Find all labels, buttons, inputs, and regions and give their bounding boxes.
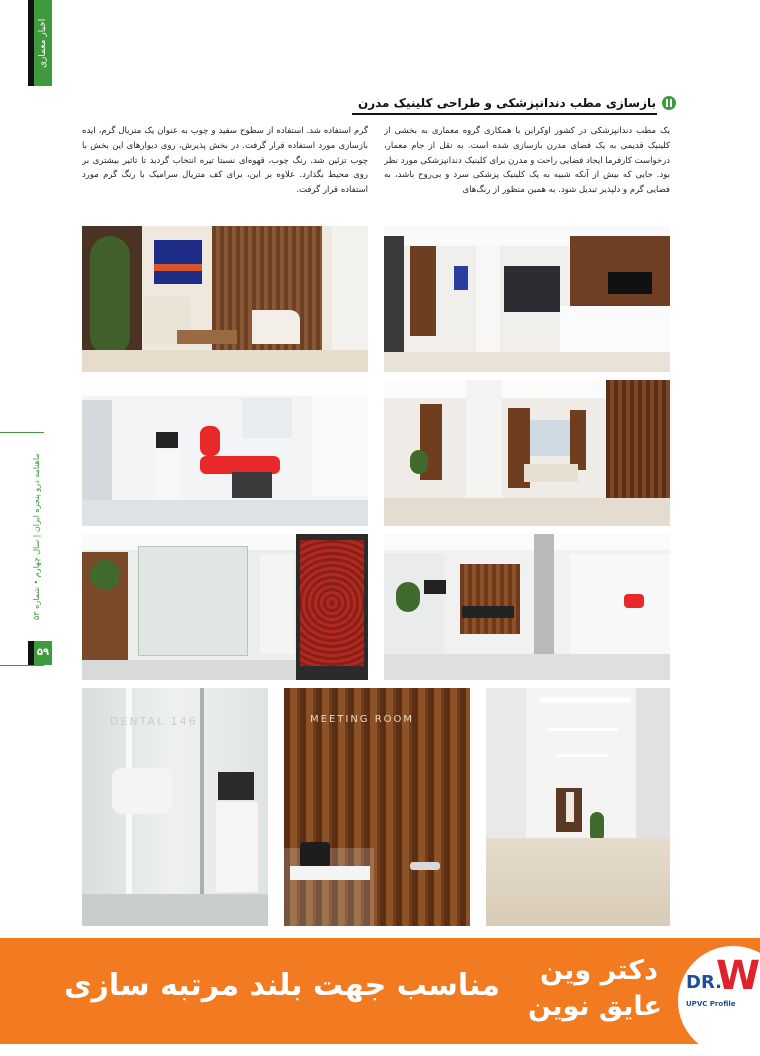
photo-dental-146 [82, 688, 268, 926]
section-tab [28, 0, 52, 86]
photo-reception-desk [384, 226, 670, 372]
photo-waiting-area [384, 380, 670, 526]
article-column-left: گرم استفاده شد. استفاده از سطوح سفید و چوب به عنوان یک متریال گرم، ایده بازسازی مورد استفاده قرار گرفت. در بخش پذیرش، روی دیوارهای این بخش با چوب تزئین شد. رنگ چوب، قهوه‌ای نسبتا تیره انتخاب گردید تا تاثیر بیشتری بر روی محیط بگذارد. علاوه بر این، برای کف متریال سرامیک با رنگ گرم مورد استفاده قرار گرفت. [82, 126, 368, 196]
brand-name-line1: دکتر وین [540, 955, 658, 986]
dental-sign: DENTAL 146 [110, 715, 198, 728]
brand-name-line2: عایق نوین [528, 991, 662, 1022]
photo-meeting-room-glass [384, 534, 670, 680]
title-underline [352, 113, 657, 115]
photo-lounge-seating [82, 226, 368, 372]
photo-meeting-room-door [284, 688, 470, 926]
photo-dental-chair-room [82, 380, 368, 526]
article-title: بازسازی مطب دندانپزشکی و طراحی کلینیک مدرن [357, 96, 656, 110]
logo-subtitle: UPVC Profile [686, 1000, 736, 1008]
article-header [352, 94, 676, 114]
article-column-right: یک مطب دندانپزشکی در کشور اوکراین با همکاری گروه معماری به بخشی از کلینیک قدیمی به یک فضای مدرن بازسازی شده است. به نقل از جام معمار، درخواست کارفرما ایجاد فضایی راحت و مدرن برای کلینیک دندانپزشکی مورد نظر بود. جایی که بیش از آنکه شبیه به یک کلینیک پزشکی سرد و بی‌روح باشد، به فضایی گرم و دلپذیر تبدیل شود. به همین منظور از رنگ‌های [384, 126, 670, 196]
section-bullet-icon [662, 96, 676, 110]
spine-divider-bottom [0, 665, 44, 666]
banner-slogan: مناسب جهت بلند مرتبه سازی [64, 968, 500, 1003]
logo-w-letter: W [716, 953, 760, 999]
advertisement-banner [0, 938, 760, 1044]
section-tab-label: اخبار معماری [38, 18, 48, 68]
photo-long-corridor [486, 688, 670, 926]
page-number: ۵۹ [36, 647, 50, 658]
spine-divider [0, 432, 44, 433]
issue-info: ماهنامه درو پنجره ایران | سال چهارم • شماره ۵۳ [32, 453, 41, 621]
meeting-room-sign: MEETING ROOM [310, 714, 415, 725]
photo-glass-corridor-artwork [82, 534, 368, 680]
page-number-box [28, 641, 52, 665]
logo-dr-text: DR. [686, 972, 722, 993]
